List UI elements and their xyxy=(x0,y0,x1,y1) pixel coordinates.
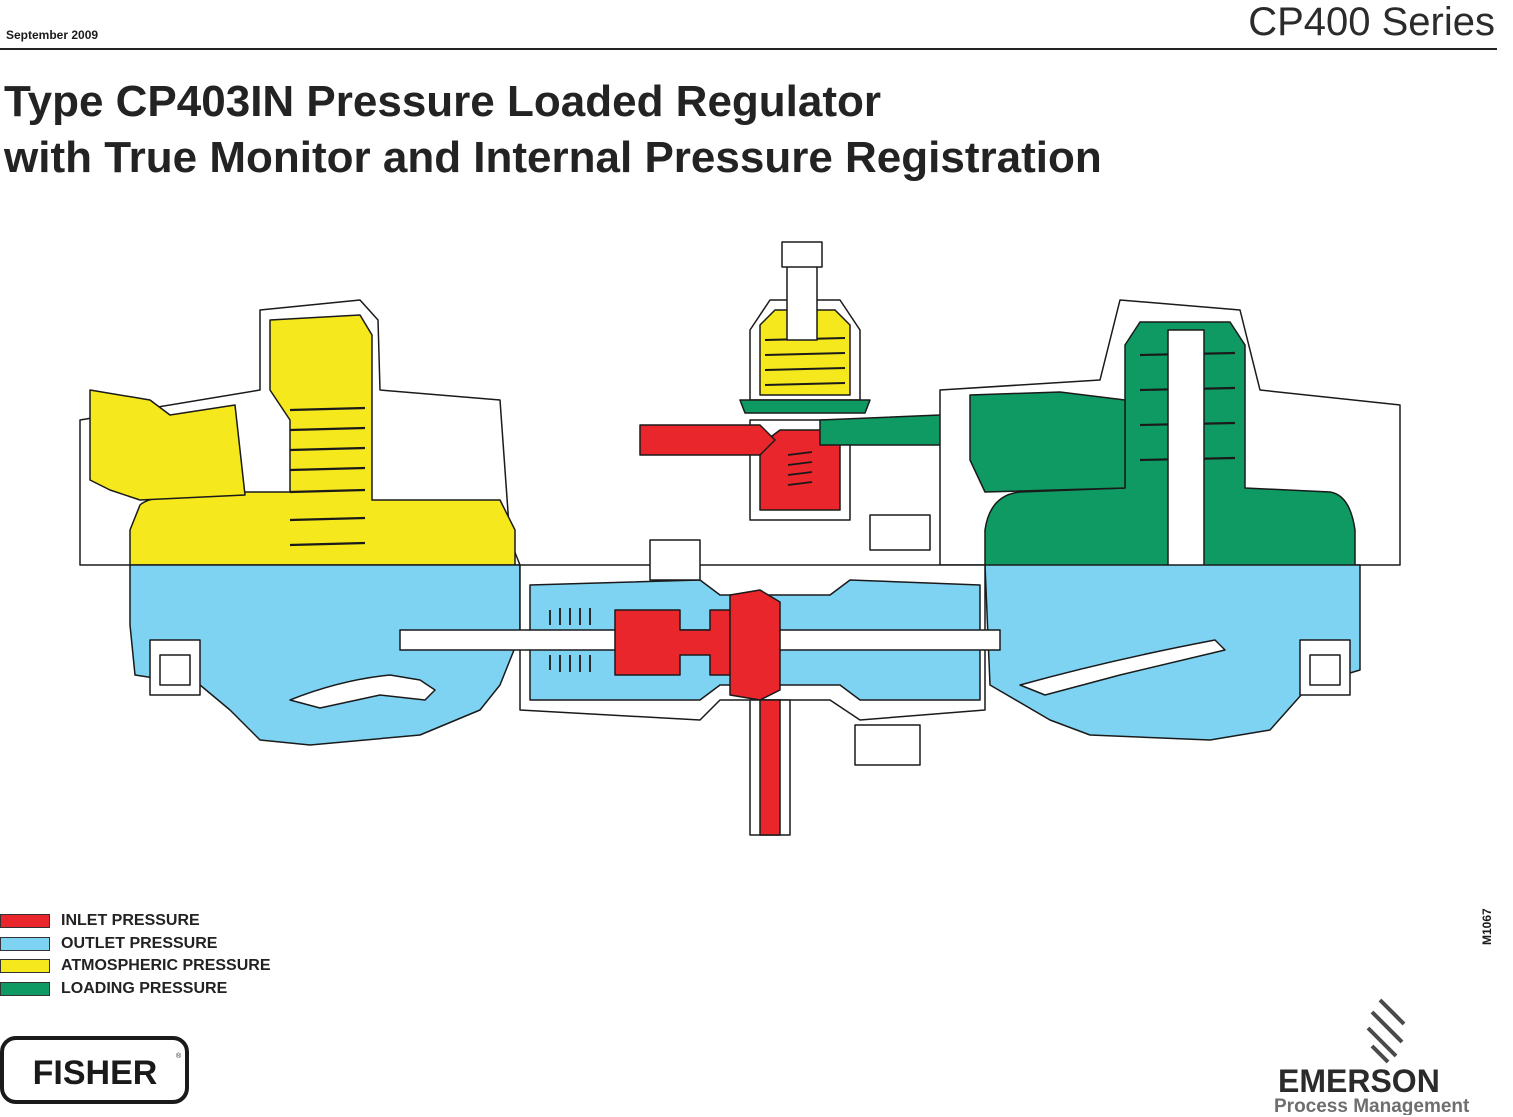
legend-label-inlet: INLET PRESSURE xyxy=(61,912,200,930)
legend-item-outlet xyxy=(0,933,271,956)
pilot-loading-plate xyxy=(740,400,870,413)
legend-label-outlet: OUTLET PRESSURE xyxy=(61,934,218,952)
page-title xyxy=(4,74,1102,186)
legend-swatch-outlet xyxy=(0,937,50,951)
inlet-orifice xyxy=(615,610,730,675)
legend-label-atmospheric: ATMOSPHERIC PRESSURE xyxy=(61,957,271,975)
fisher-logo xyxy=(0,1036,192,1106)
right-stem xyxy=(1168,330,1204,580)
emerson-logo-subtext: Process Management xyxy=(1274,1096,1470,1115)
title-line-1: Type CP403IN Pressure Loaded Regulator xyxy=(4,77,882,126)
svg-text:®: ® xyxy=(176,1053,182,1060)
emerson-mark-icon xyxy=(1368,1000,1404,1062)
legend-label-loading: LOADING PRESSURE xyxy=(61,979,228,997)
title-line-2: with True Monitor and Internal Pressure Registration xyxy=(4,133,1102,182)
inlet-plug xyxy=(730,590,780,700)
inlet-pipe-flow xyxy=(760,700,780,835)
fisher-logo-text: FISHER xyxy=(32,1054,158,1092)
legend-swatch-loading xyxy=(0,982,50,996)
pressure-legend xyxy=(0,910,271,1000)
emerson-logo xyxy=(1270,990,1510,1115)
top-port xyxy=(650,540,700,580)
figure-code: M1067 xyxy=(1480,908,1494,945)
emerson-logo-text: EMERSON xyxy=(1278,1063,1440,1099)
right-loading-inlet xyxy=(970,392,1125,492)
legend-swatch-inlet xyxy=(0,914,50,928)
upper-fitting xyxy=(870,515,930,550)
publication-date: September 2009 xyxy=(6,28,99,42)
pilot-inlet-tube xyxy=(640,425,775,455)
legend-item-loading xyxy=(0,978,271,1001)
legend-item-atmospheric xyxy=(0,955,271,978)
legend-item-inlet xyxy=(0,910,271,933)
header-rule xyxy=(0,48,1497,50)
legend-swatch-atmospheric xyxy=(0,959,50,973)
regulator-cross-section xyxy=(60,230,1430,850)
lower-fitting xyxy=(855,725,920,765)
series-name: CP400 Series xyxy=(1248,0,1495,44)
